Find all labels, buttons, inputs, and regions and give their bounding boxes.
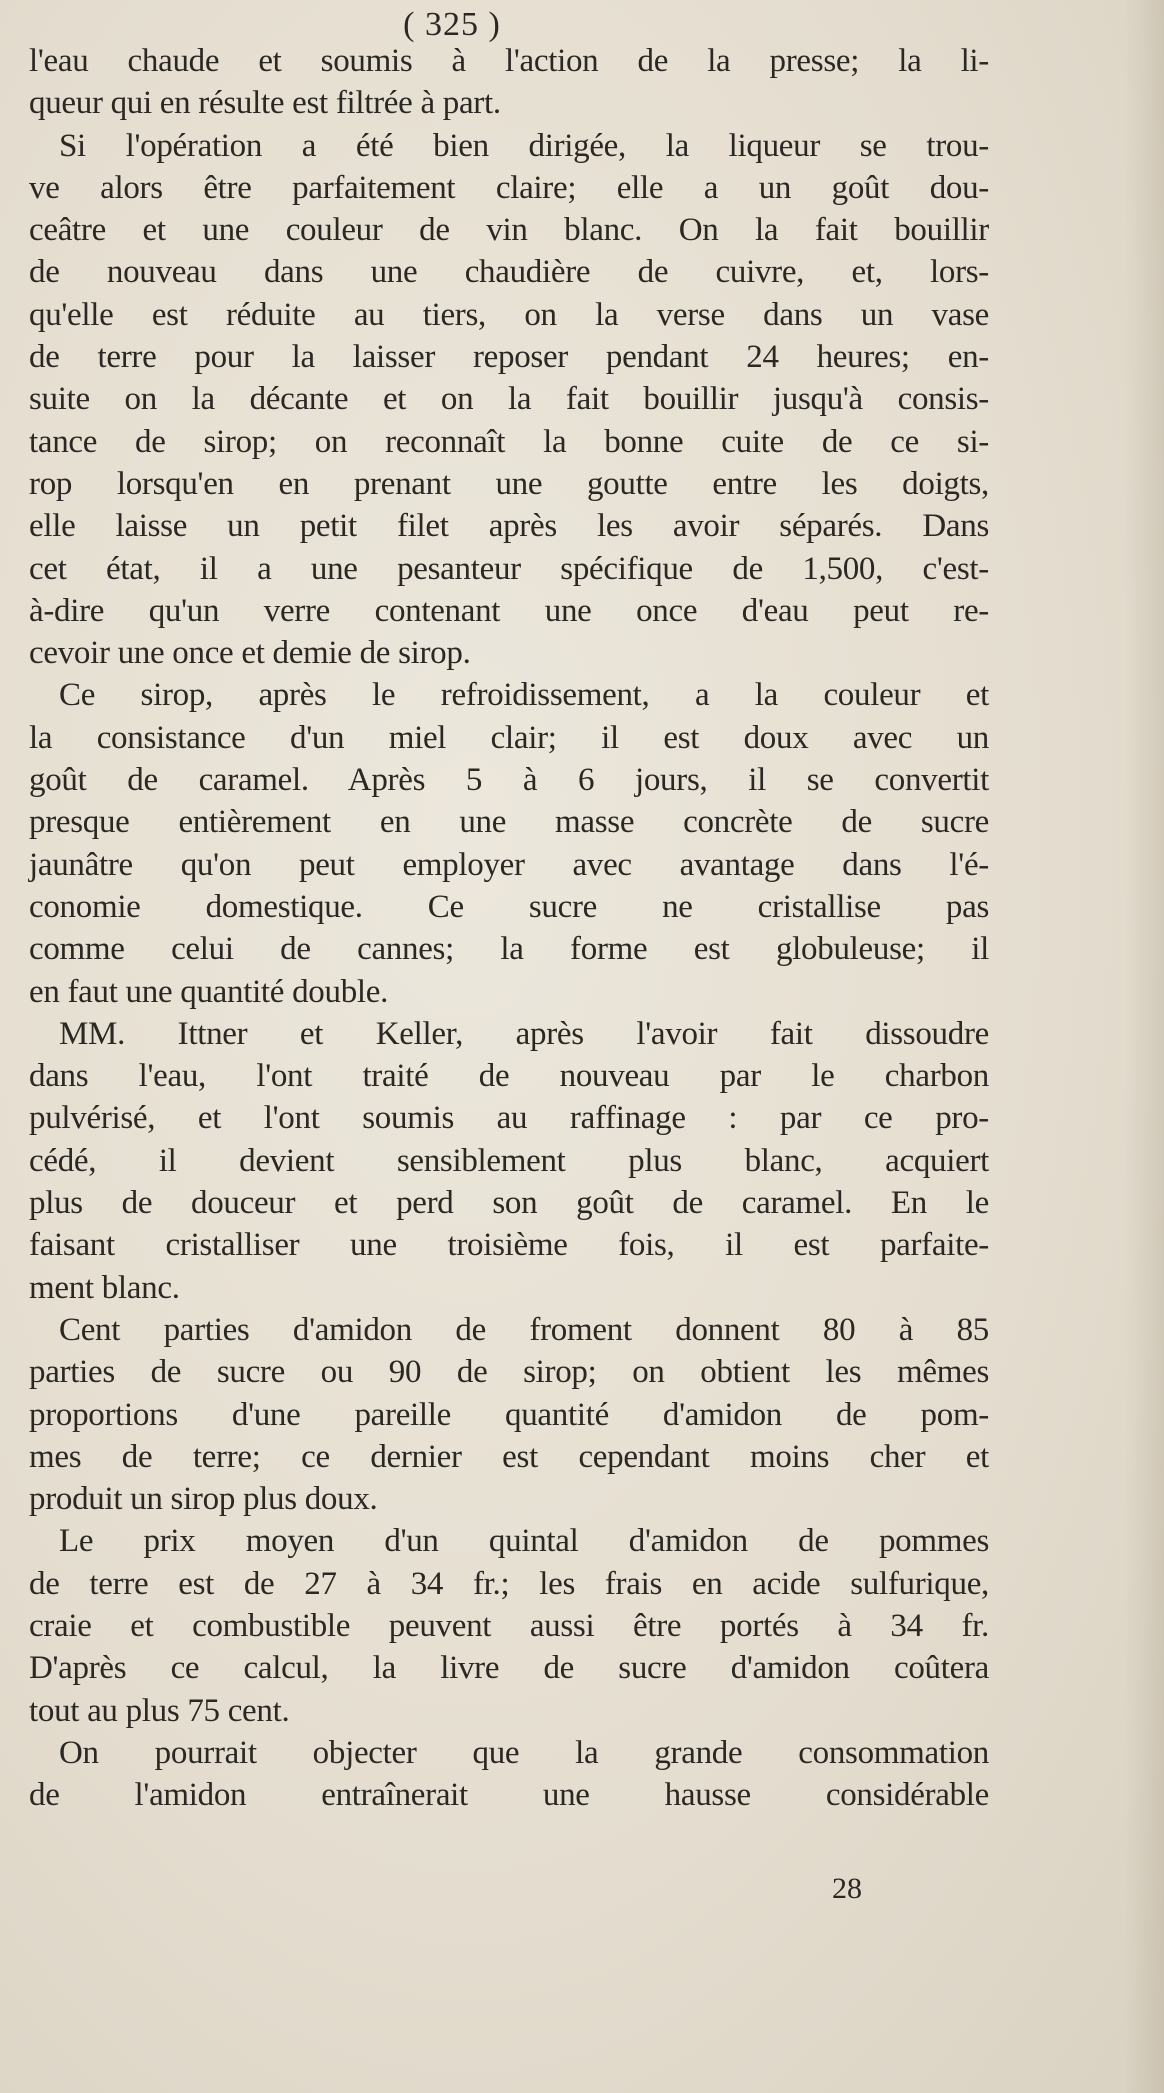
text-line: tance de sirop; on reconnaît la bonne cuite de ce si-	[29, 423, 989, 460]
text-line: Cent parties d'amidon de froment donnent 80 à 85	[59, 1311, 989, 1348]
text-line: craie et combustible peuvent aussi être portés à 34 fr.	[29, 1607, 989, 1644]
text-line: suite on la décante et on la fait bouillir jusqu'à consis-	[29, 381, 989, 418]
text-line: à-dire qu'un verre contenant une once d'eau peut re-	[29, 592, 989, 629]
text-line: rop lorsqu'en en prenant une goutte entre les doigts,	[29, 465, 989, 502]
text-line: parties de sucre ou 90 de sirop; on obtient les mêmes	[29, 1354, 989, 1391]
text-line: Si l'opération a été bien dirigée, la liqueur se trou-	[59, 127, 989, 164]
text-line: la consistance d'un miel clair; il est doux avec un	[29, 719, 989, 756]
text-line: ment blanc.	[29, 1269, 180, 1306]
text-line: conomie domestique. Ce sucre ne cristallise pas	[29, 888, 989, 925]
text-line: produit un sirop plus doux.	[29, 1481, 378, 1518]
text-line: Le prix moyen d'un quintal d'amidon de pommes	[59, 1523, 989, 1560]
text-line: de l'amidon entraînerait une hausse considérable	[29, 1777, 989, 1814]
signature-mark: 28	[832, 1872, 862, 1905]
text-line: tout au plus 75 cent.	[29, 1692, 290, 1729]
text-line: de terre est de 27 à 34 fr.; les frais en acide sulfurique,	[29, 1565, 989, 1602]
text-line: en faut une quantité double.	[29, 973, 389, 1010]
text-line: plus de douceur et perd son goût de caramel. En le	[29, 1185, 989, 1222]
text-line: MM. Ittner et Keller, après l'avoir fait dissoudre	[59, 1015, 989, 1052]
text-line: mes de terre; ce dernier est cependant moins cher et	[29, 1438, 989, 1475]
text-line: de nouveau dans une chaudière de cuivre, et, lors-	[29, 254, 989, 291]
text-line: jaunâtre qu'on peut employer avec avantage dans l'é-	[29, 846, 989, 883]
text-line: cet état, il a une pesanteur spécifique de 1,500, c'est-	[29, 550, 989, 587]
text-line: qu'elle est réduite au tiers, on la verse dans un vase	[29, 296, 989, 333]
text-line: cevoir une once et demie de sirop.	[29, 635, 471, 672]
body-text	[29, 40, 989, 1816]
text-line: comme celui de cannes; la forme est globuleuse; il	[29, 931, 989, 968]
page-number: ( 325 )	[403, 6, 501, 43]
text-line: dans l'eau, l'ont traité de nouveau par le charbon	[29, 1058, 989, 1095]
text-line: de terre pour la laisser reposer pendant 24 heures; en-	[29, 339, 989, 376]
text-line: On pourrait objecter que la grande consommation	[59, 1734, 989, 1771]
text-line: Ce sirop, après le refroidissement, a la couleur et	[59, 677, 989, 714]
text-line: ve alors être parfaitement claire; elle a un goût dou-	[29, 169, 989, 206]
text-line: elle laisse un petit filet après les avoir séparés. Dans	[29, 508, 989, 545]
page-edge-shadow	[1124, 0, 1164, 2093]
text-line: queur qui en résulte est filtrée à part.	[29, 85, 501, 122]
text-line: presque entièrement en une masse concrète de sucre	[29, 804, 989, 841]
text-line: goût de caramel. Après 5 à 6 jours, il se convertit	[29, 762, 989, 799]
text-line: pulvérisé, et l'ont soumis au raffinage : par ce pro-	[29, 1100, 989, 1137]
text-line: proportions d'une pareille quantité d'amidon de pom-	[29, 1396, 989, 1433]
text-line: faisant cristalliser une troisième fois, il est parfaite-	[29, 1227, 989, 1264]
text-line: ceâtre et une couleur de vin blanc. On la fait bouillir	[29, 212, 989, 249]
text-line: D'après ce calcul, la livre de sucre d'amidon coûtera	[29, 1650, 989, 1687]
text-line: cédé, il devient sensiblement plus blanc, acquiert	[29, 1142, 989, 1179]
text-line: l'eau chaude et soumis à l'action de la presse; la li-	[29, 43, 989, 79]
